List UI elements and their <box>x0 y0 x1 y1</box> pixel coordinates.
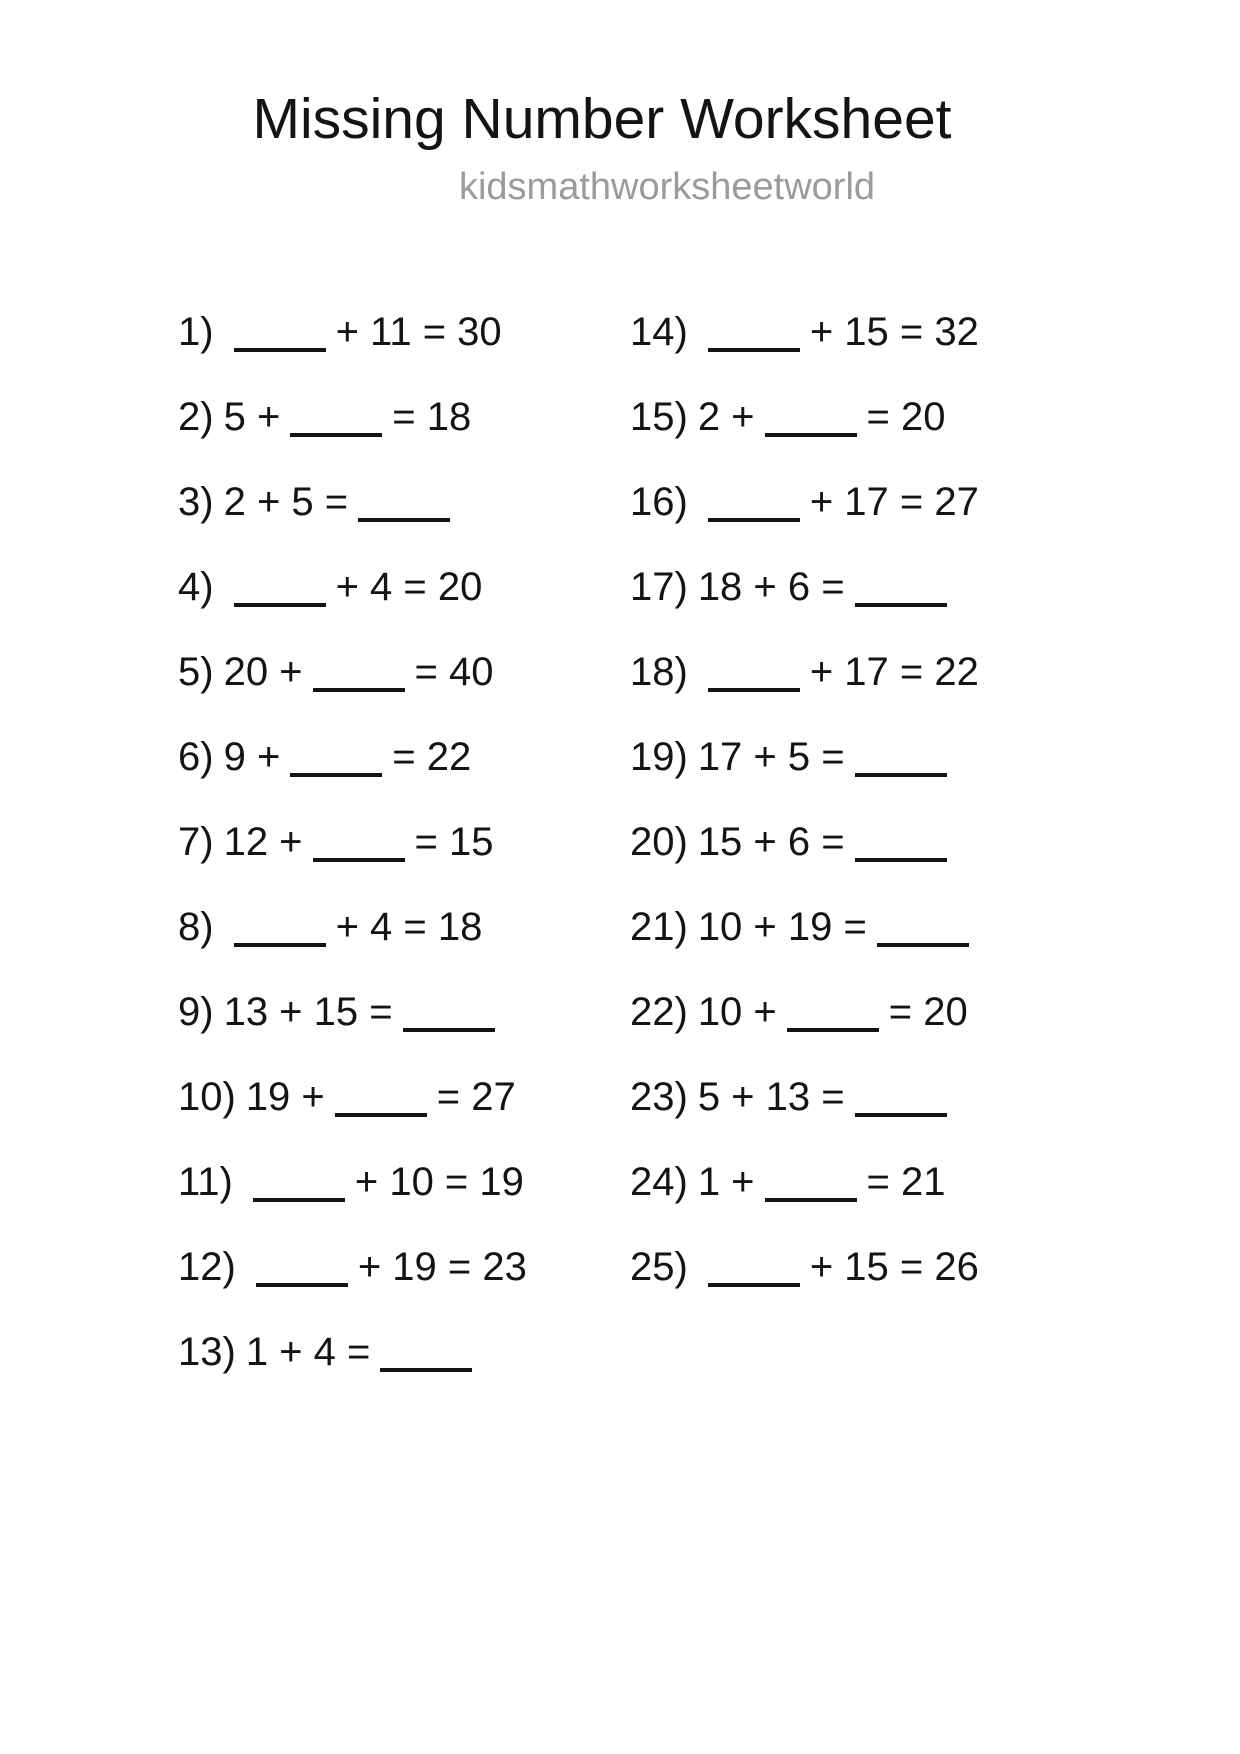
problem-number: 22) <box>630 990 688 1035</box>
problem-number: 4) <box>178 565 214 610</box>
answer-blank <box>708 1283 800 1287</box>
problem-number: 23) <box>630 1075 688 1120</box>
problem-text-after: = 21 <box>866 1160 946 1205</box>
problem-text-after: + 15 = 32 <box>809 310 979 355</box>
answer-blank <box>290 433 382 437</box>
problems-area <box>0 290 1240 1395</box>
problem-text-after: + 10 = 19 <box>354 1160 524 1205</box>
problem-number: 1) <box>178 310 214 355</box>
page-title: Missing Number Worksheet <box>252 87 952 151</box>
problem-number: 21) <box>630 905 688 950</box>
problem-text-after: + 11 = 30 <box>335 310 502 355</box>
answer-blank <box>877 943 969 947</box>
problem-number: 2) <box>178 395 214 440</box>
problem-text-after: = 15 <box>414 820 494 865</box>
problem-row <box>178 545 630 630</box>
answer-blank <box>765 1198 857 1202</box>
answer-blank <box>787 1028 879 1032</box>
problem-number: 6) <box>178 735 214 780</box>
answer-blank <box>380 1368 472 1372</box>
answer-blank <box>708 518 800 522</box>
problem-text-after: = 22 <box>392 735 472 780</box>
answer-blank <box>765 433 857 437</box>
answer-blank <box>234 943 326 947</box>
problem-number: 15) <box>630 395 688 440</box>
problem-number: 13) <box>178 1330 236 1375</box>
problem-text-after: = 40 <box>414 650 494 695</box>
problem-text-after: = 27 <box>436 1075 516 1120</box>
problem-text-after: + 17 = 22 <box>809 650 979 695</box>
answer-blank <box>335 1113 427 1117</box>
answer-blank <box>313 858 405 862</box>
page-subtitle: kidsmathworksheetworld <box>458 165 876 208</box>
problem-text-after: + 4 = 18 <box>335 905 483 950</box>
problem-text-before: 1 + 4 = <box>245 1330 371 1375</box>
worksheet-header <box>0 88 1240 210</box>
problem-text-before: 10 + 19 = <box>697 905 867 950</box>
problem-text-before: 5 + <box>223 395 281 440</box>
problem-text-after: = 20 <box>866 395 946 440</box>
problem-number: 18) <box>630 650 688 695</box>
answer-blank <box>234 603 326 607</box>
problem-text-after: + 15 = 26 <box>809 1245 979 1290</box>
answer-blank <box>855 858 947 862</box>
answer-blank <box>290 773 382 777</box>
problems-column-left <box>178 290 630 1395</box>
problem-row <box>178 1310 630 1395</box>
problem-number: 17) <box>630 565 688 610</box>
problem-text-before: 1 + <box>697 1160 755 1205</box>
problem-row <box>630 970 979 1055</box>
problem-text-before: 13 + 15 = <box>223 990 393 1035</box>
problem-text-before: 2 + 5 = <box>223 480 349 525</box>
answer-blank <box>855 1113 947 1117</box>
problem-row <box>630 545 979 630</box>
problem-text-before: 2 + <box>697 395 755 440</box>
problem-row <box>630 460 979 545</box>
problem-row <box>178 800 630 885</box>
problem-row <box>630 375 979 460</box>
answer-blank <box>253 1198 345 1202</box>
problem-number: 12) <box>178 1245 236 1290</box>
problem-text-before: 9 + <box>223 735 281 780</box>
problem-row <box>178 885 630 970</box>
problem-text-before: 10 + <box>697 990 777 1035</box>
problem-row <box>178 715 630 800</box>
problem-number: 7) <box>178 820 214 865</box>
problem-row <box>630 1225 979 1310</box>
problem-text-before: 20 + <box>223 650 303 695</box>
problem-number: 8) <box>178 905 214 950</box>
problem-text-before: 19 + <box>245 1075 325 1120</box>
problem-row <box>178 460 630 545</box>
problem-number: 25) <box>630 1245 688 1290</box>
answer-blank <box>313 688 405 692</box>
problem-row <box>178 290 630 375</box>
problem-row <box>630 1055 979 1140</box>
problem-text-after: + 4 = 20 <box>335 565 483 610</box>
problem-text-before: 5 + 13 = <box>697 1075 845 1120</box>
problem-row <box>178 630 630 715</box>
problem-text-before: 15 + 6 = <box>697 820 845 865</box>
problem-row <box>630 800 979 885</box>
answer-blank <box>403 1028 495 1032</box>
problem-number: 5) <box>178 650 214 695</box>
problem-row <box>178 970 630 1055</box>
problem-row <box>630 715 979 800</box>
problem-number: 19) <box>630 735 688 780</box>
problem-row <box>630 885 979 970</box>
problem-row <box>178 1140 630 1225</box>
problem-number: 24) <box>630 1160 688 1205</box>
problems-column-right <box>630 290 979 1395</box>
answer-blank <box>855 773 947 777</box>
problem-number: 20) <box>630 820 688 865</box>
problem-text-after: + 19 = 23 <box>357 1245 527 1290</box>
problem-row <box>630 1140 979 1225</box>
answer-blank <box>855 603 947 607</box>
answer-blank <box>358 518 450 522</box>
problem-text-before: 12 + <box>223 820 303 865</box>
answer-blank <box>234 348 326 352</box>
answer-blank <box>708 348 800 352</box>
answer-blank <box>256 1283 348 1287</box>
problem-number: 9) <box>178 990 214 1035</box>
answer-blank <box>708 688 800 692</box>
problem-text-after: = 18 <box>392 395 472 440</box>
problem-text-after: + 17 = 27 <box>809 480 979 525</box>
problem-text-before: 18 + 6 = <box>697 565 845 610</box>
problem-row <box>178 1055 630 1140</box>
problem-number: 10) <box>178 1075 236 1120</box>
problem-number: 3) <box>178 480 214 525</box>
problem-row <box>630 630 979 715</box>
problem-row <box>630 290 979 375</box>
problem-number: 14) <box>630 310 688 355</box>
problem-row <box>178 1225 630 1310</box>
problem-text-before: 17 + 5 = <box>697 735 845 780</box>
problem-number: 16) <box>630 480 688 525</box>
problem-text-after: = 20 <box>888 990 968 1035</box>
problem-number: 11) <box>178 1160 233 1205</box>
problem-row <box>178 375 630 460</box>
